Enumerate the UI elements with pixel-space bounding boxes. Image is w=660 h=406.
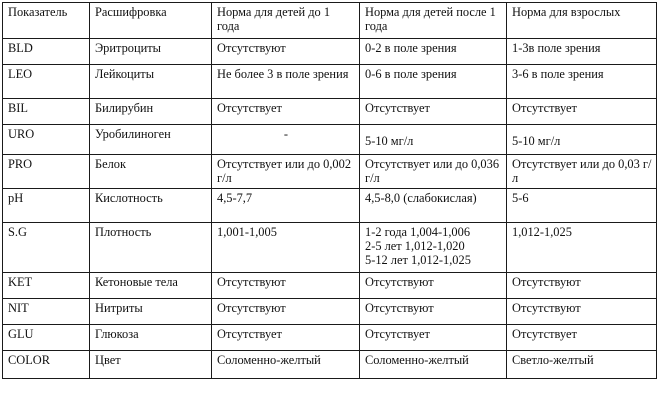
norm-infant: Отсутствует [212, 99, 360, 125]
header-cell-norm-infant: Норма для детей до 1 года [212, 3, 360, 39]
norm-adult: Светло-желтый [507, 351, 657, 379]
indicator-name: Кетоновые тела [90, 273, 212, 299]
table-row [3, 273, 657, 299]
norm-child: Отсутствует [360, 99, 507, 125]
norm-infant: Отсутствует [212, 325, 360, 351]
norm-child: Отсутствует [360, 325, 507, 351]
norm-adult: Отсутствует [507, 325, 657, 351]
indicator-name: Лейкоциты [90, 65, 212, 99]
header-cell-norm-child: Норма для детей после 1 года [360, 3, 507, 39]
indicator-code: S.G [3, 223, 90, 273]
indicator-name: Глюкоза [90, 325, 212, 351]
norm-infant: Отсутствуют [212, 299, 360, 325]
header-cell-decoding: Расшифровка [90, 3, 212, 39]
indicator-name: Цвет [90, 351, 212, 379]
norm-adult: 5-10 мг/л [507, 125, 657, 155]
norm-adult: 5-6 [507, 189, 657, 223]
norm-child: Отсутствуют [360, 299, 507, 325]
table-row [3, 155, 657, 189]
table-row [3, 65, 657, 99]
header-row [3, 3, 657, 39]
indicator-code: COLOR [3, 351, 90, 379]
indicator-name: Плотность [90, 223, 212, 273]
norm-child [360, 223, 507, 273]
indicator-name: Эритроциты [90, 39, 212, 65]
header-cell-indicator: Показатель [3, 3, 90, 39]
indicator-code: GLU [3, 325, 90, 351]
indicator-code: BLD [3, 39, 90, 65]
norm-infant: Отсутствуют [212, 39, 360, 65]
indicator-name: Уробилиноген [90, 125, 212, 155]
norm-adult: Отсутствуют [507, 273, 657, 299]
norm-infant: Отсутствуют [212, 273, 360, 299]
table-row [3, 351, 657, 379]
norm-infant: 4,5-7,7 [212, 189, 360, 223]
norm-infant: Не более 3 в поле зрения [212, 65, 360, 99]
norm-infant: Отсутствует или до 0,002 г/л [212, 155, 360, 189]
norm-infant: - [212, 125, 360, 155]
norm-adult: Отсутствуют [507, 299, 657, 325]
density-age-range-2: 2-5 лет 1,012-1,020 [365, 239, 465, 253]
indicator-name: Билирубин [90, 99, 212, 125]
table-row [3, 299, 657, 325]
urinalysis-norms-sheet [2, 2, 656, 402]
indicator-code: pH [3, 189, 90, 223]
norm-adult: 3-6 в поле зрения [507, 65, 657, 99]
norm-child: 4,5-8,0 (слабокислая) [360, 189, 507, 223]
indicator-name: Кислотность [90, 189, 212, 223]
norm-child: 0-6 в поле зрения [360, 65, 507, 99]
density-age-range-3: 5-12 лет 1,012-1,025 [365, 253, 471, 267]
indicator-code: NIT [3, 299, 90, 325]
norm-adult: Отсутствует [507, 99, 657, 125]
urinalysis-norms-table [2, 2, 657, 379]
indicator-name: Белок [90, 155, 212, 189]
norm-child: 5-10 мг/л [360, 125, 507, 155]
density-age-range-1: 1-2 года 1,004-1,006 [365, 225, 471, 239]
norm-infant: 1,001-1,005 [212, 223, 360, 273]
table-row [3, 125, 657, 155]
header-cell-norm-adult: Норма для взрослых [507, 3, 657, 39]
norm-child: Отсутствует или до 0,036 г/л [360, 155, 507, 189]
table-row [3, 99, 657, 125]
norm-child: Отсутствуют [360, 273, 507, 299]
norm-adult: 1,012-1,025 [507, 223, 657, 273]
table-row [3, 223, 657, 273]
norm-adult: Отсутствует или до 0,03 г/л [507, 155, 657, 189]
indicator-code: URO [3, 125, 90, 155]
norm-adult: 1-3в поле зрения [507, 39, 657, 65]
indicator-code: PRO [3, 155, 90, 189]
norm-child: 0-2 в поле зрения [360, 39, 507, 65]
indicator-code: KET [3, 273, 90, 299]
norm-child: Соломенно-желтый [360, 351, 507, 379]
table-row [3, 189, 657, 223]
norm-infant: Соломенно-желтый [212, 351, 360, 379]
indicator-code: LEO [3, 65, 90, 99]
indicator-name: Нитриты [90, 299, 212, 325]
indicator-code: BIL [3, 99, 90, 125]
table-row [3, 325, 657, 351]
table-row [3, 39, 657, 65]
